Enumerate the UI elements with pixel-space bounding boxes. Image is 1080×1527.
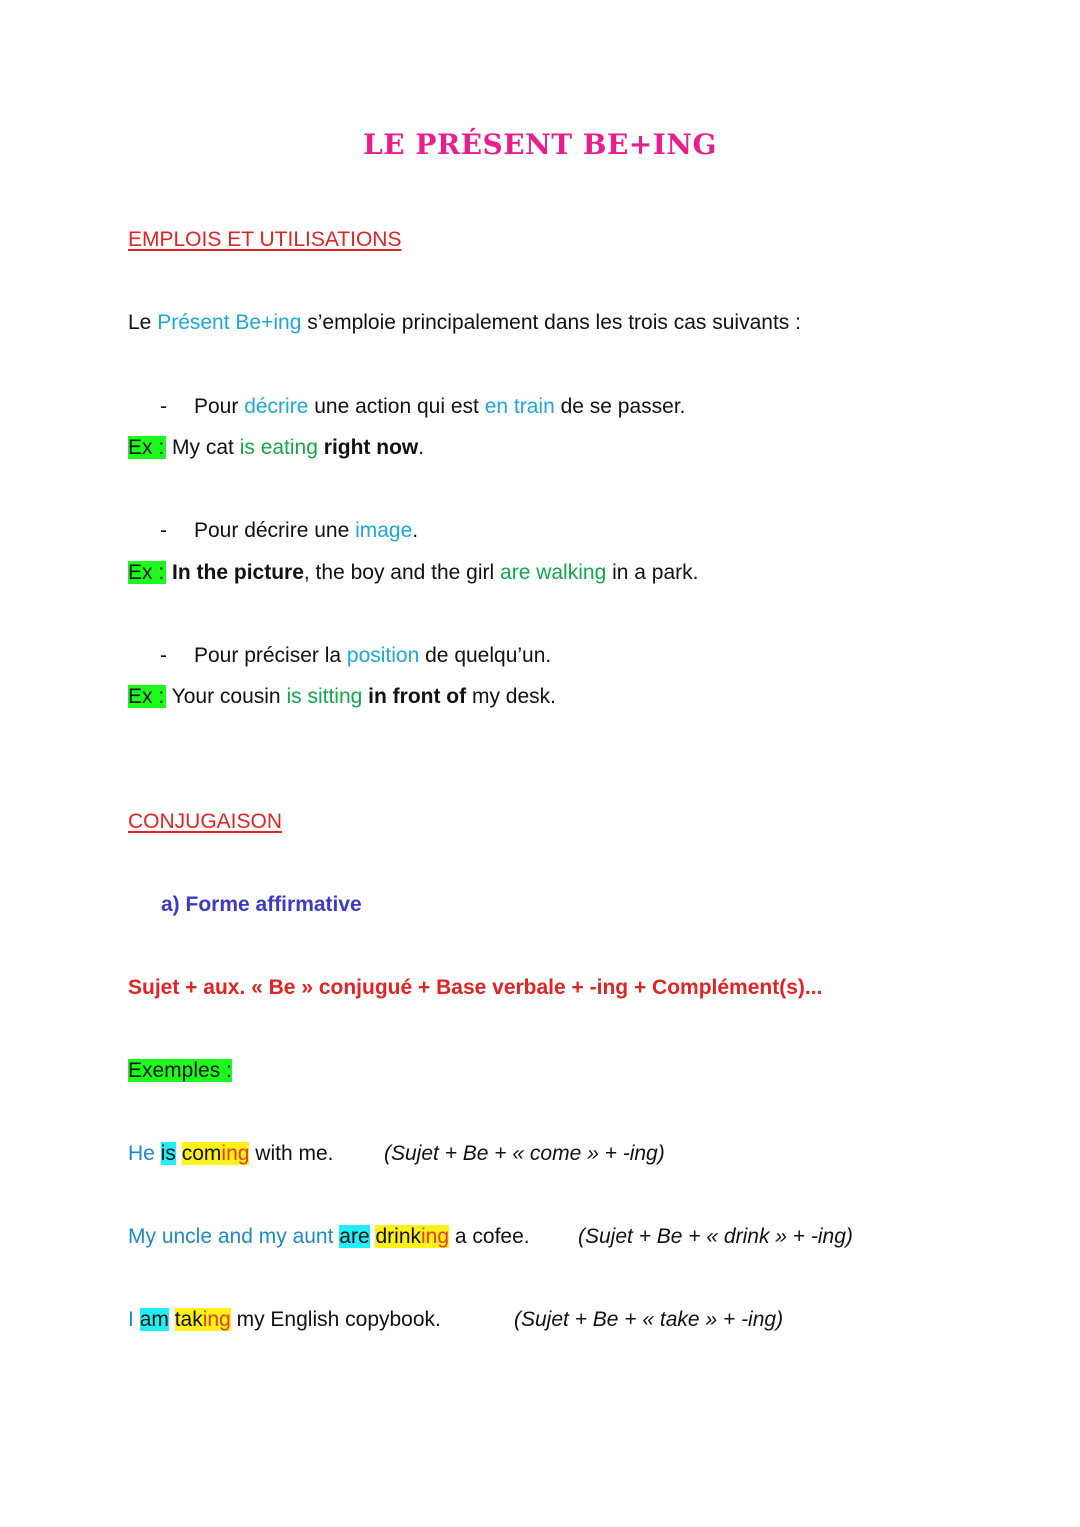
example-bold: in front of	[368, 685, 467, 708]
subheading-forme-affirmative: a) Forme affirmative	[161, 893, 362, 916]
example-verb: is sitting	[286, 685, 363, 708]
intro-term: Présent Be+ing	[157, 311, 302, 334]
example-label: Ex :	[128, 685, 165, 708]
bullet-dash: -	[160, 395, 167, 418]
example-label: Ex :	[128, 436, 165, 459]
example-aux: is	[160, 1142, 176, 1165]
rule-text: Pour décrire une	[194, 519, 356, 542]
section-heading-emplois: EMPLOIS ET UTILISATIONS	[128, 228, 402, 251]
rule-text: de se passer.	[554, 395, 686, 418]
case-rule-1	[128, 394, 686, 420]
case-example-1	[128, 435, 424, 461]
rule-keyword: image	[355, 519, 413, 542]
example-subject: I	[128, 1308, 134, 1331]
examples-label: Exemples :	[128, 1059, 232, 1082]
example-subject: My uncle and my aunt	[128, 1225, 334, 1248]
example-base: tak	[174, 1308, 203, 1331]
intro-paragraph	[128, 310, 801, 336]
example-text: , the boy and the girl	[303, 561, 501, 584]
example-verb: is eating	[239, 436, 318, 459]
example-ing: ing	[221, 1142, 250, 1165]
bullet-dash: -	[160, 644, 167, 667]
intro-text-after: s’emploie principalement dans les trois cas suivants :	[301, 311, 801, 334]
example-text: .	[418, 436, 425, 459]
example-rest: a cofee.	[449, 1225, 530, 1248]
example-label: Ex :	[128, 561, 165, 584]
conjugation-example-1	[128, 1141, 333, 1167]
rule-keyword: décrire	[244, 395, 309, 418]
example-bold: In the picture	[172, 561, 304, 584]
conjugation-note-1: (Sujet + Be + « come » + -ing)	[384, 1142, 665, 1165]
rule-text: .	[412, 519, 419, 542]
example-verb-form	[375, 1225, 449, 1248]
rule-keyword: en train	[484, 395, 555, 418]
example-base: com	[181, 1142, 222, 1165]
example-text: in a park.	[606, 561, 699, 584]
case-rule-2	[128, 518, 418, 544]
section-heading-conjugaison: CONJUGAISON	[128, 810, 283, 833]
example-verb-form	[175, 1308, 231, 1331]
conjugation-example-2	[128, 1224, 530, 1250]
page-title: LE PRÉSENT BE+ING	[363, 128, 717, 161]
rule-text: Pour préciser la	[194, 644, 347, 667]
conjugation-note-3: (Sujet + Be + « take » + -ing)	[514, 1308, 784, 1331]
example-aux: am	[139, 1308, 169, 1331]
examples-label-line	[128, 1058, 232, 1084]
example-base: drink	[375, 1225, 422, 1248]
example-aux: are	[339, 1225, 370, 1248]
case-example-2	[128, 560, 698, 586]
example-ing: ing	[421, 1225, 450, 1248]
example-verb: are walking	[500, 561, 607, 584]
conjugation-formula: Sujet + aux. « Be » conjugué + Base verbale + -ing + Complément(s)...	[128, 976, 823, 999]
example-text: Your cousin	[166, 685, 287, 708]
example-rest: my English copybook.	[230, 1308, 441, 1331]
example-subject: He	[128, 1142, 155, 1165]
case-example-3	[128, 684, 556, 710]
example-rest: with me.	[249, 1142, 334, 1165]
case-rule-3	[128, 643, 551, 669]
rule-text: de quelqu’un.	[419, 644, 552, 667]
example-text: my desk.	[466, 685, 556, 708]
example-ing: ing	[202, 1308, 231, 1331]
rule-keyword: position	[346, 644, 420, 667]
intro-text-before: Le	[128, 311, 158, 334]
conjugation-example-3	[128, 1307, 441, 1333]
rule-text: une action qui est	[308, 395, 485, 418]
example-text: My cat	[166, 436, 240, 459]
example-bold: right now	[323, 436, 419, 459]
example-verb-form	[182, 1142, 250, 1165]
bullet-dash: -	[160, 519, 167, 542]
conjugation-note-2: (Sujet + Be + « drink » + -ing)	[578, 1225, 853, 1248]
rule-text: Pour	[194, 395, 245, 418]
